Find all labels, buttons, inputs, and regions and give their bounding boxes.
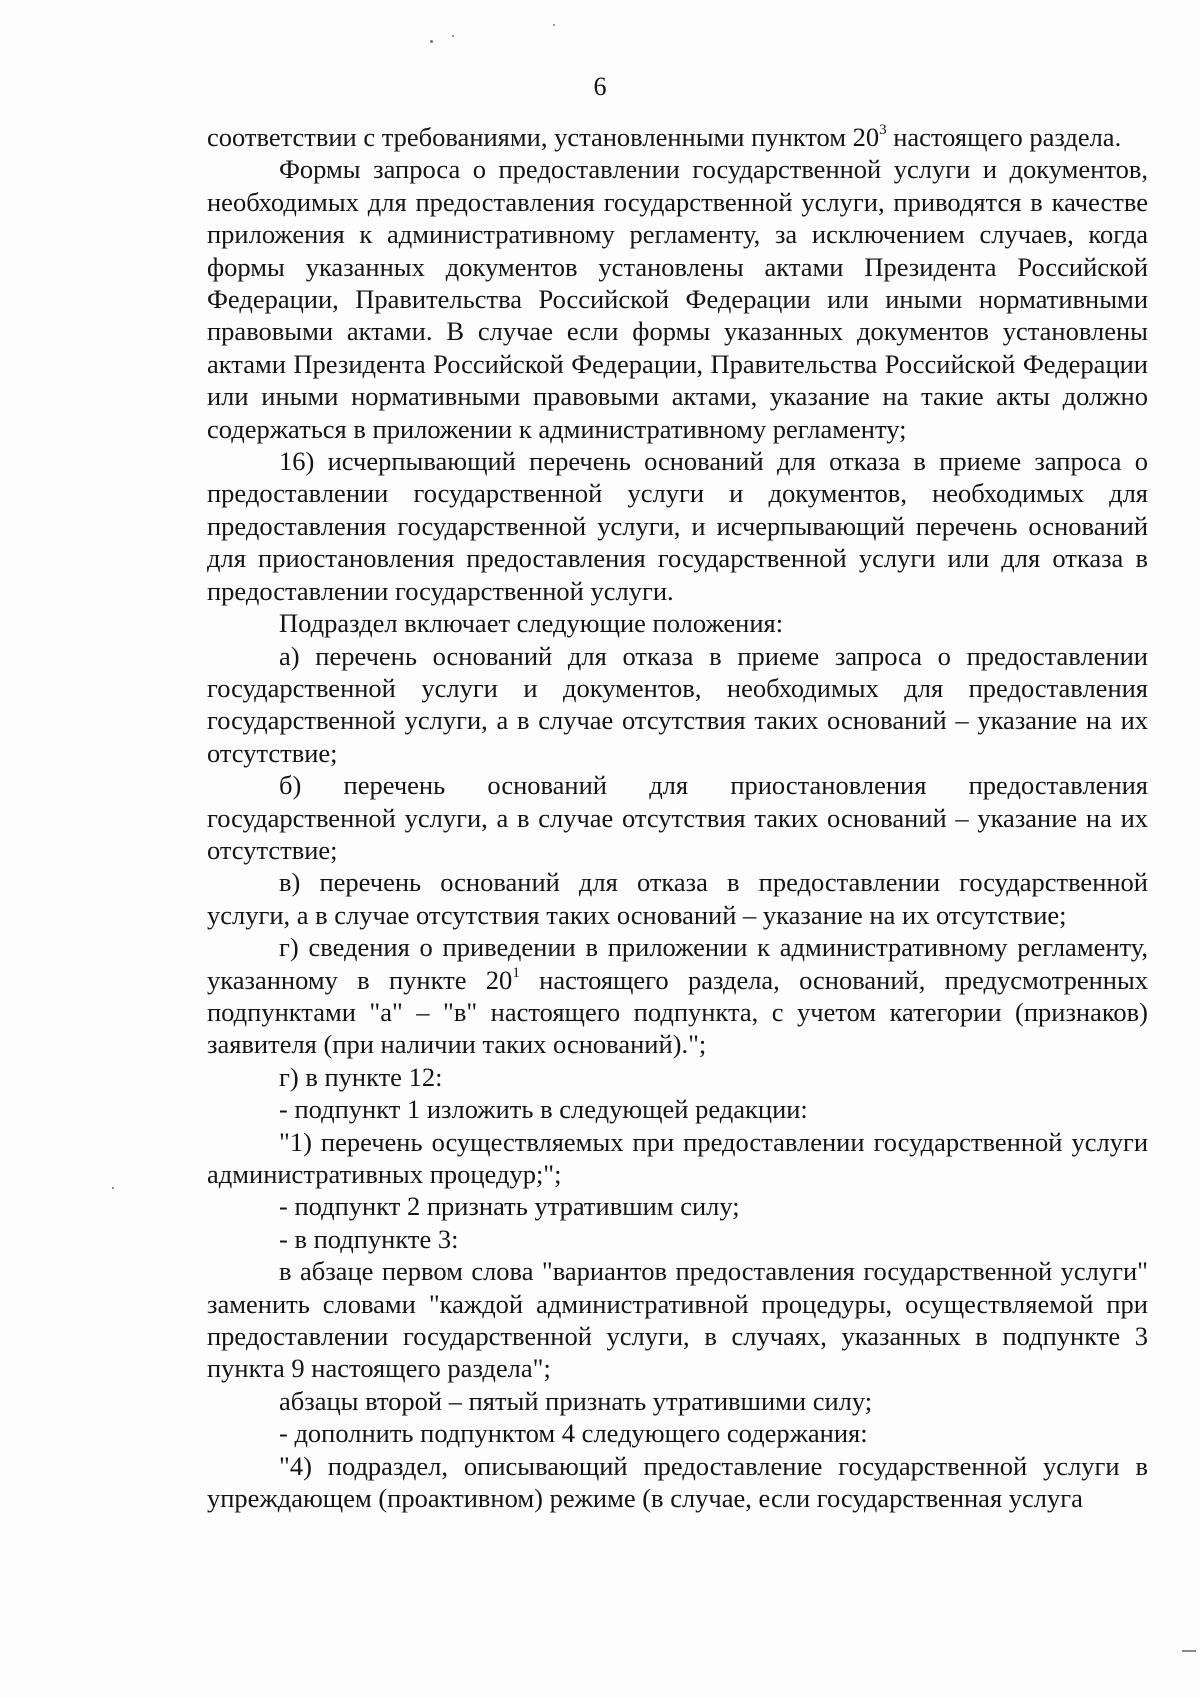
paragraph: г) в пункте 12:: [279, 1061, 443, 1092]
paragraph: в абзаце первом слова "вариантов предоставления государственной услуги" заменить словами "каждой административной процедуры, осуществляемой при предоставлении государственной услуги, в случаях, указанных в подпункте 3 пункта 9 настоящего раздела";: [207, 1256, 1148, 1384]
scan-speck: [430, 40, 433, 43]
paragraph: - дополнить подпунктом 4 следующего содержания:: [279, 1418, 868, 1449]
superscript: 1: [512, 964, 520, 981]
paragraph: Подраздел включает следующие положения:: [279, 608, 784, 639]
document-body: [207, 121, 1148, 1514]
paragraph: а) перечень оснований для отказа в приеме запроса о предоставлении государственной услуги и документов, необходимых для предоставления государственной услуги, а в случае отсутствия таких оснований – указание на их отсутствие;: [207, 640, 1148, 768]
paragraph: Формы запроса о предоставлении государственной услуги и документов, необходимых для предоставления государственной услуги, приводятся в качестве приложения к административному регламенту, за исключением случаев, когда формы указанных документов установлены актами Президента Российской Федерации, Правительства Российской Федерации или иными нормативными правовыми актами. В случае если формы указанных документов установлены актами Президента Российской Федерации, Правительства Российской Федерации или иными нормативными правовыми актами, указание на такие акты должно содержаться в приложении к административному регламенту;: [207, 154, 1148, 444]
scan-speck: [452, 35, 454, 37]
paragraph: - подпункт 1 изложить в следующей редакции:: [279, 1094, 808, 1125]
paragraph: абзацы второй – пятый признать утратившими силу;: [279, 1385, 873, 1416]
scan-speck: [112, 1187, 114, 1189]
paragraph: 16) исчерпывающий перечень оснований для отказа в приеме запроса о предоставлении государственной услуги и документов, необходимых для предоставления государственной услуги, и исчерпывающий перечень оснований для приостановления предоставления государственной услуги или для отказа в предоставлении государственной услуги.: [207, 446, 1148, 606]
scan-speck: [553, 24, 555, 26]
paragraph: - в подпункте 3:: [279, 1223, 459, 1254]
page-number: 6: [593, 72, 607, 101]
paragraph: г) сведения о приведении в приложении к административному регламенту, указанному в пункте $20^1$ настоящего раздела, оснований, предусмотренных подпунктами "а" – "в" настоящего подпункта, с учетом категории (признаков) заявителя (при наличии таких оснований).";: [207, 932, 1148, 1060]
paragraph: "4) подраздел, описывающий предоставление государственной услуги в упреждающем (проактивном) режиме (в случае, если государственная услуга: [207, 1450, 1148, 1514]
paragraph: "1) перечень осуществляемых при предоставлении государственной услуги административных процедур;";: [207, 1126, 1148, 1189]
paragraph: - подпункт 2 признать утратившим силу;: [279, 1191, 740, 1222]
paragraph: б) перечень оснований для приостановления предоставления государственной услуги, а в случае отсутствия таких оснований – указание на их отсутствие;: [207, 770, 1148, 865]
paragraph-continuation: соответствии с требованиями, установленными пунктом $20^3$ настоящего раздела.: [207, 122, 1122, 152]
scan-edge-mark: [1182, 1650, 1196, 1652]
superscript: 3: [879, 122, 887, 138]
paragraph: в) перечень оснований для отказа в предоставлении государственной услуги, а в случае отсутствия таких оснований – указание на их отсутствие;: [207, 867, 1148, 930]
